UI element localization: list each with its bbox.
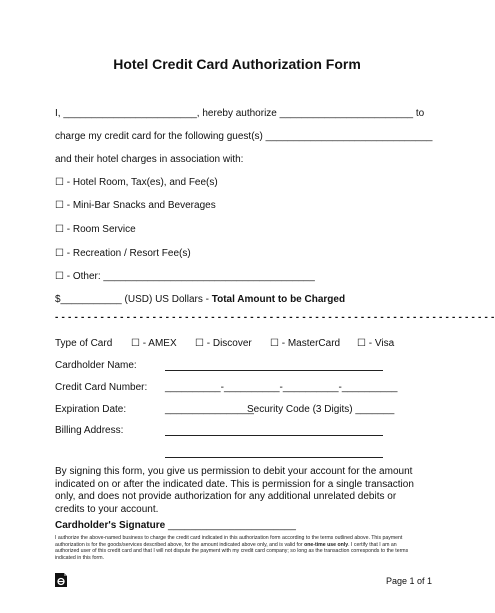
cardholder-name-field[interactable] — [165, 370, 383, 371]
eforms-logo-icon — [55, 573, 67, 587]
amount-total-label: Total Amount to be Charged — [211, 294, 346, 305]
authorization-line: I, ________________________, hereby authorize ________________________ to — [55, 108, 425, 119]
page-title: Hotel Credit Card Authorization Form — [113, 56, 361, 72]
charge-option-other[interactable]: ☐ - Other: ______________________________________ — [55, 271, 315, 282]
charge-option-hotel-room[interactable]: ☐ - Hotel Room, Tax(es), and Fee(s) — [55, 177, 218, 188]
expiration-label: Expiration Date: — [55, 404, 127, 415]
billing-address-label: Billing Address: — [55, 425, 124, 436]
signature-blank: _______________________ — [165, 520, 296, 531]
card-type-discover[interactable]: ☐ - Discover — [195, 338, 252, 349]
cardholder-name-label: Cardholder Name: — [55, 360, 137, 371]
charge-option-room-service[interactable]: ☐ - Room Service — [55, 224, 136, 235]
fine-print-part2: . I certify that I am an authorized user of this credit card and that I will not dispute the payment with my credit card company; so long as the transaction corresponds to the terms indicated in this form. — [55, 541, 409, 561]
charge-option-recreation[interactable]: ☐ - Recreation / Resort Fee(s) — [55, 248, 191, 259]
billing-address-field-1[interactable] — [165, 435, 383, 436]
signature-label: Cardholder's Signature — [55, 520, 166, 531]
fine-print-part1: I authorize the above-named business to charge the credit card indicated in this authorization form according to the terms outlined above. This payment authorization is for the goods/services described above, for the amount indicated above only, and is valid for — [55, 535, 403, 548]
billing-address-field-2[interactable] — [165, 457, 383, 458]
card-type-label: Type of Card — [55, 338, 113, 349]
consent-paragraph: By signing this form, you give us permission to debit your account for the amount indicated on or after the indicated date. This is permission for a single transaction only, and does not provide authorization for any additional unrelated debits or credits to your account. — [55, 466, 414, 515]
charges-intro: and their hotel charges in association with: — [55, 154, 244, 165]
card-number-label: Credit Card Number: — [55, 382, 148, 393]
amount-line — [55, 294, 345, 306]
expiration-field[interactable]: ________________ — [165, 404, 254, 415]
card-type-visa[interactable]: ☐ - Visa — [357, 338, 395, 349]
charge-guests-line: charge my credit card for the following guest(s) ______________________________ — [55, 131, 433, 142]
security-code-field[interactable]: Security Code (3 Digits) _______ — [247, 404, 395, 415]
amount-blank-label: $___________ (USD) US Dollars - — [55, 294, 212, 305]
fine-print — [55, 535, 420, 561]
fine-print-bold: one-time use only — [304, 541, 349, 548]
charge-option-minibar[interactable]: ☐ - Mini-Bar Snacks and Beverages — [55, 200, 216, 211]
signature-line[interactable] — [55, 520, 296, 532]
card-number-field[interactable]: __________-__________-__________-__________ — [165, 382, 398, 393]
card-type-mastercard[interactable]: ☐ - MasterCard — [270, 338, 341, 349]
page-number: Page 1 of 1 — [385, 576, 432, 586]
card-type-amex[interactable]: ☐ - AMEX — [131, 338, 177, 349]
dashed-separator: - - - - - - - - - - - - - - - - - - - - - - - - - - - - - - - - - - - - - - - - - - - - - - - - - - - - - - - - - - - - - - - - - - - - — [55, 312, 495, 323]
